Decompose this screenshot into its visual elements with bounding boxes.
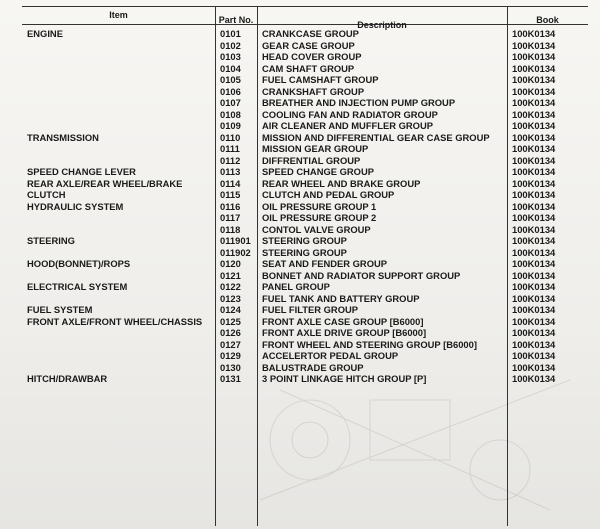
description-cell: BALUSTRADE GROUP [262, 361, 364, 373]
description-cell: FRONT WHEEL AND STEERING GROUP [B6000] [262, 338, 477, 350]
description-cell: CRANKCASE GROUP [262, 28, 359, 39]
part-no-cell: 0125 [220, 315, 241, 327]
book-cell: 100K0134 [512, 154, 556, 166]
table-row [22, 281, 588, 293]
book-cell: 100K0134 [512, 373, 556, 384]
part-no-cell: 0117 [220, 212, 241, 223]
description-cell: SPEED CHANGE GROUP [262, 166, 374, 177]
book-cell: 100K0134 [512, 177, 556, 189]
book-cell: 100K0134 [512, 120, 556, 131]
item-cell: REAR AXLE/REAR WHEEL/BRAKE [27, 177, 183, 189]
description-cell: DIFFRENTIAL GROUP [262, 154, 361, 166]
description-cell: MISSION GEAR GROUP [262, 143, 369, 154]
book-cell: 100K0134 [512, 338, 556, 350]
description-cell: BONNET AND RADIATOR SUPPORT GROUP [262, 269, 461, 281]
book-cell: 100K0134 [512, 235, 556, 246]
item-cell: SPEED CHANGE LEVER [27, 166, 136, 177]
part-no-cell: 011901 [220, 235, 251, 246]
part-no-cell: 0113 [220, 166, 241, 177]
part-no-cell: 0131 [220, 373, 241, 384]
part-no-cell: 0105 [220, 74, 241, 85]
part-no-cell: 011902 [220, 246, 251, 258]
description-cell: MISSION AND DIFFERENTIAL GEAR CASE GROUP [262, 131, 490, 143]
description-cell: PANEL GROUP [262, 281, 330, 292]
table-row [22, 362, 588, 374]
part-no-cell: 0106 [220, 85, 241, 97]
description-cell: FUEL CAMSHAFT GROUP [262, 74, 379, 85]
description-cell: OIL PRESSURE GROUP 1 [262, 200, 377, 212]
table-row [22, 212, 588, 224]
part-no-cell: 0121 [220, 269, 241, 281]
part-no-cell: 0109 [220, 120, 241, 131]
book-cell: 100K0134 [512, 327, 556, 338]
description-cell: CRANKSHAFT GROUP [262, 85, 365, 97]
description-cell: FUEL FILTER GROUP [262, 304, 359, 315]
book-cell: 100K0134 [512, 108, 556, 120]
part-no-cell: 0104 [220, 62, 241, 74]
table-row [22, 97, 588, 109]
book-cell: 100K0134 [512, 350, 556, 361]
description-cell: GEAR CASE GROUP [262, 39, 355, 51]
book-cell: 100K0134 [512, 28, 556, 39]
item-cell: FUEL SYSTEM [27, 304, 93, 315]
book-cell: 100K0134 [512, 51, 556, 62]
part-no-cell: 0111 [220, 143, 240, 154]
description-cell: CONTOL VALVE GROUP [262, 223, 371, 235]
part-no-cell: 0129 [220, 350, 241, 361]
book-cell: 100K0134 [512, 200, 556, 212]
table-row [22, 143, 588, 155]
item-cell: HITCH/DRAWBAR [27, 373, 108, 384]
book-cell: 100K0134 [512, 304, 556, 315]
table-row [22, 40, 588, 52]
item-cell: ENGINE [27, 28, 63, 39]
table-row [22, 235, 588, 247]
table-row [22, 155, 588, 167]
description-cell: CLUTCH AND PEDAL GROUP [262, 189, 395, 200]
book-cell: 100K0134 [512, 292, 556, 304]
item-cell: HYDRAULIC SYSTEM [27, 200, 124, 212]
table-row [22, 350, 588, 362]
book-cell: 100K0134 [512, 258, 556, 269]
part-no-cell: 0124 [220, 304, 241, 315]
description-cell: FUEL TANK AND BATTERY GROUP [262, 292, 420, 304]
description-cell: BREATHER AND INJECTION PUMP GROUP [262, 97, 456, 108]
part-no-cell: 0101 [220, 28, 241, 39]
part-no-cell: 0115 [220, 189, 241, 200]
item-cell: ELECTRICAL SYSTEM [27, 281, 128, 292]
part-no-cell: 0116 [220, 200, 241, 212]
table-row [22, 63, 588, 75]
table-row [22, 247, 588, 259]
table-row [22, 373, 588, 385]
table-row [22, 178, 588, 190]
part-no-cell: 0126 [220, 327, 241, 338]
book-cell: 100K0134 [512, 97, 556, 108]
description-cell: STEERING GROUP [262, 246, 347, 258]
part-no-cell: 0103 [220, 51, 241, 62]
table-row [22, 304, 588, 316]
table-row [22, 327, 588, 339]
book-cell: 100K0134 [512, 131, 556, 143]
description-cell: FRONT AXLE CASE GROUP [B6000] [262, 315, 424, 327]
description-cell: STEERING GROUP [262, 235, 347, 246]
book-cell: 100K0134 [512, 62, 556, 74]
table-row [22, 28, 588, 40]
book-cell: 100K0134 [512, 315, 556, 327]
table-row [22, 120, 588, 132]
table-row [22, 224, 588, 236]
table-row [22, 109, 588, 121]
description-cell: COOLING FAN AND RADIATOR GROUP [262, 108, 438, 120]
book-cell: 100K0134 [512, 143, 556, 154]
table-row [22, 51, 588, 63]
book-cell: 100K0134 [512, 166, 556, 177]
description-cell: 3 POINT LINKAGE HITCH GROUP [P] [262, 373, 427, 384]
part-no-cell: 0130 [220, 361, 241, 373]
header-description: Description [357, 20, 407, 30]
description-cell: OIL PRESSURE GROUP 2 [262, 212, 377, 223]
book-cell: 100K0134 [512, 281, 556, 292]
item-cell: FRONT AXLE/FRONT WHEEL/CHASSIS [27, 315, 203, 327]
item-cell: HOOD(BONNET)/ROPS [27, 258, 131, 269]
part-no-cell: 0112 [220, 154, 241, 166]
description-cell: ACCELERTOR PEDAL GROUP [262, 350, 399, 361]
table-row [22, 74, 588, 86]
book-cell: 100K0134 [512, 39, 556, 51]
table-row [22, 258, 588, 270]
book-cell: 100K0134 [512, 85, 556, 97]
part-no-cell: 0122 [220, 281, 241, 292]
book-cell: 100K0134 [512, 361, 556, 373]
description-cell: SEAT AND FENDER GROUP [262, 258, 388, 269]
book-cell: 100K0134 [512, 269, 556, 281]
table-row [22, 86, 588, 98]
table-row [22, 293, 588, 305]
part-no-cell: 0114 [220, 177, 241, 189]
part-no-cell: 0123 [220, 292, 241, 304]
description-cell: AIR CLEANER AND MUFFLER GROUP [262, 120, 434, 131]
part-no-cell: 0127 [220, 338, 241, 350]
table-body [22, 28, 588, 385]
table-row [22, 316, 588, 328]
book-cell: 100K0134 [512, 74, 556, 85]
part-no-cell: 0120 [220, 258, 241, 269]
book-cell: 100K0134 [512, 212, 556, 223]
item-cell: CLUTCH [27, 189, 66, 200]
description-cell: FRONT AXLE DRIVE GROUP [B6000] [262, 327, 427, 338]
part-no-cell: 0102 [220, 39, 241, 51]
header-book: Book [536, 15, 559, 25]
table-top-border [22, 6, 588, 7]
part-no-cell: 0110 [220, 131, 241, 143]
description-cell: CAM SHAFT GROUP [262, 62, 355, 74]
description-cell: REAR WHEEL AND BRAKE GROUP [262, 177, 421, 189]
table-row [22, 339, 588, 351]
book-cell: 100K0134 [512, 189, 556, 200]
part-no-cell: 0107 [220, 97, 241, 108]
header-item: Item [109, 10, 128, 20]
book-cell: 100K0134 [512, 223, 556, 235]
parts-table [22, 6, 588, 526]
part-no-cell: 0118 [220, 223, 241, 235]
item-cell: TRANSMISSION [27, 131, 99, 143]
description-cell: HEAD COVER GROUP [262, 51, 362, 62]
item-cell: STEERING [27, 235, 75, 246]
header-part-no: Part No. [218, 15, 254, 25]
table-row [22, 132, 588, 144]
book-cell: 100K0134 [512, 246, 556, 258]
table-row [22, 166, 588, 178]
part-no-cell: 0108 [220, 108, 241, 120]
table-row [22, 189, 588, 201]
table-row [22, 201, 588, 213]
table-row [22, 270, 588, 282]
